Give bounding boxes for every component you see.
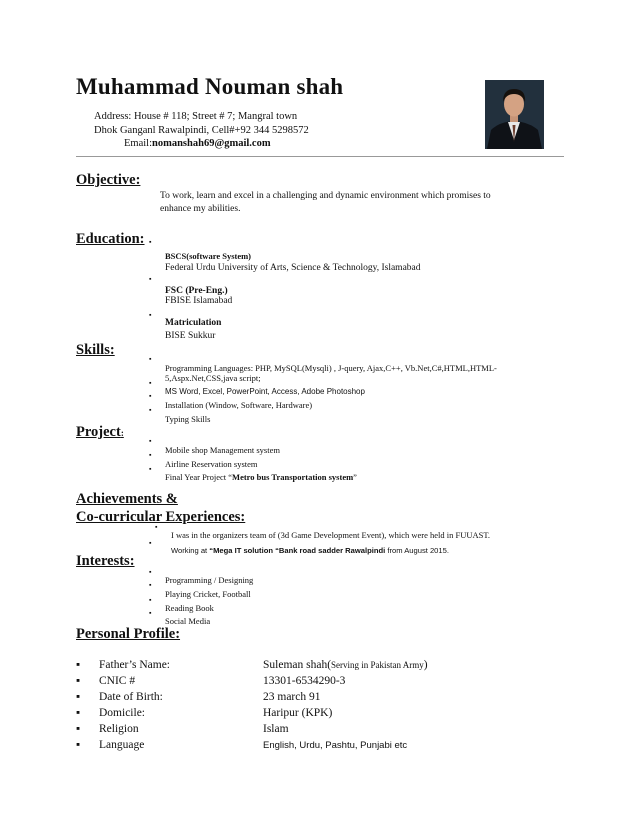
education-heading: Education: xyxy=(76,231,145,247)
email-value: nomanshah69@gmail.com xyxy=(152,138,271,149)
skills-programming-line-2: 5,Aspx.Net,CSS,java script; xyxy=(165,373,261,383)
profile-label-language: Language xyxy=(99,739,145,751)
bullet-icon: ▪ xyxy=(149,355,152,363)
profile-value-religion: Islam xyxy=(263,723,289,735)
personal-profile-heading: Personal Profile: xyxy=(76,626,181,642)
profile-photo xyxy=(485,80,544,149)
email-line xyxy=(124,136,271,151)
profile-value-language: English, Urdu, Pashtu, Punjabi etc xyxy=(263,740,408,751)
profile-value-father xyxy=(263,659,428,671)
address-line-1: Address: House # 118; Street # 7; Mangral town xyxy=(94,111,298,122)
profile-photo-portrait xyxy=(485,80,544,149)
education-institution-3: BISE Sukkur xyxy=(165,331,216,341)
bullet-icon: ▪ xyxy=(76,723,81,735)
skills-programming-line-1: Programming Languages: PHP, MySQL(Mysqli) , J-query, Ajax,C++, Vb.Net,C#,HTML,HTML- xyxy=(165,363,497,373)
achievement-item-1: I was in the organizers team of (3d Game Development Event), which were held in FUUAST. xyxy=(171,530,491,540)
project-heading-text: Project xyxy=(76,424,121,440)
bullet-icon: ▪ xyxy=(149,238,152,246)
objective-heading: Objective: xyxy=(76,172,141,188)
achievements-heading-line-1: Achievements & xyxy=(76,491,178,507)
achievement-2-prefix: Working at xyxy=(171,546,210,555)
address-line-2: Dhok Ganganl Rawalpindi, Cell#+92 344 5298572 xyxy=(94,125,309,136)
bullet-icon: ▪ xyxy=(76,739,81,751)
profile-label-dob: Date of Birth: xyxy=(99,691,163,703)
email-label: Email: xyxy=(124,138,152,149)
bullet-icon: ▪ xyxy=(155,523,158,531)
education-degree-2: FSC (Pre-Eng.) xyxy=(165,286,228,296)
bullet-icon: ▪ xyxy=(149,568,152,576)
achievement-item-2 xyxy=(171,544,449,557)
project-final-prefix: Final Year Project “ xyxy=(165,472,233,482)
header-divider xyxy=(76,156,564,157)
skills-installation: Installation (Window, Software, Hardware) xyxy=(165,400,313,410)
profile-label-religion: Religion xyxy=(99,723,139,735)
bullet-icon: ▪ xyxy=(149,437,152,445)
profile-value-domicile: Haripur (KPK) xyxy=(263,707,333,719)
project-item-2: Airline Reservation system xyxy=(165,459,258,469)
project-final-title: Metro bus Transportation system xyxy=(232,472,354,482)
education-institution-2: FBISE Islamabad xyxy=(165,296,233,306)
bullet-icon: ▪ xyxy=(149,275,152,283)
education-degree-1: BSCS(software System) xyxy=(165,251,252,261)
bullet-icon: ▪ xyxy=(149,392,152,400)
skills-office: MS Word, Excel, PowerPoint, Access, Adobe Photoshop xyxy=(165,387,365,396)
bullet-icon: ▪ xyxy=(149,406,152,414)
father-close: ) xyxy=(423,659,428,671)
bullet-icon: ▪ xyxy=(149,581,152,589)
bullet-icon: ▪ xyxy=(149,379,152,387)
achievement-2-suffix: from August 2015. xyxy=(385,546,449,555)
interest-item-2: Playing Cricket, Football xyxy=(165,589,251,599)
bullet-icon: ▪ xyxy=(149,451,152,459)
bullet-icon: ▪ xyxy=(149,311,152,319)
bullet-icon: ▪ xyxy=(76,659,81,671)
project-heading-colon: : xyxy=(120,428,124,438)
education-degree-3: Matriculation xyxy=(165,318,222,328)
father-note: Serving in Pakistan Army xyxy=(331,660,424,670)
objective-line-1: To work, learn and excel in a challenging and dynamic environment which promises to xyxy=(160,191,491,201)
education-institution-1: Federal Urdu University of Arts, Science & Technology, Islamabad xyxy=(165,263,421,273)
profile-label-cnic: CNIC # xyxy=(99,675,136,687)
resume-name: Muhammad Nouman shah xyxy=(76,74,344,99)
skills-typing: Typing Skills xyxy=(165,414,211,424)
interest-item-4: Social Media xyxy=(165,616,211,626)
bullet-icon: ▪ xyxy=(76,675,81,687)
project-heading xyxy=(76,424,124,441)
project-item-1: Mobile shop Management system xyxy=(165,445,280,455)
bullet-icon: ▪ xyxy=(149,539,152,547)
profile-value-cnic: 13301-6534290-3 xyxy=(263,675,346,687)
profile-value-dob: 23 march 91 xyxy=(263,691,321,703)
interest-item-1: Programming / Designing xyxy=(165,575,254,585)
project-final-suffix: ” xyxy=(353,472,357,482)
bullet-icon: ▪ xyxy=(149,596,152,604)
project-item-3 xyxy=(165,471,357,484)
bullet-icon: ▪ xyxy=(76,707,81,719)
bullet-icon: ▪ xyxy=(149,609,152,617)
father-name: Suleman shah( xyxy=(263,659,332,671)
achievements-heading-line-2: Co-curricular Experiences: xyxy=(76,509,246,525)
profile-label-father: Father’s Name: xyxy=(99,659,171,671)
bullet-icon: ▪ xyxy=(76,691,81,703)
interests-heading: Interests: xyxy=(76,553,135,569)
profile-label-domicile: Domicile: xyxy=(99,707,145,719)
interest-item-3: Reading Book xyxy=(165,603,214,613)
bullet-icon: ▪ xyxy=(149,465,152,473)
skills-heading: Skills: xyxy=(76,342,115,358)
achievement-2-company: “Mega IT solution “Bank road sadder Rawalpindi xyxy=(209,546,386,555)
objective-line-2: enhance my abilities. xyxy=(160,204,241,214)
